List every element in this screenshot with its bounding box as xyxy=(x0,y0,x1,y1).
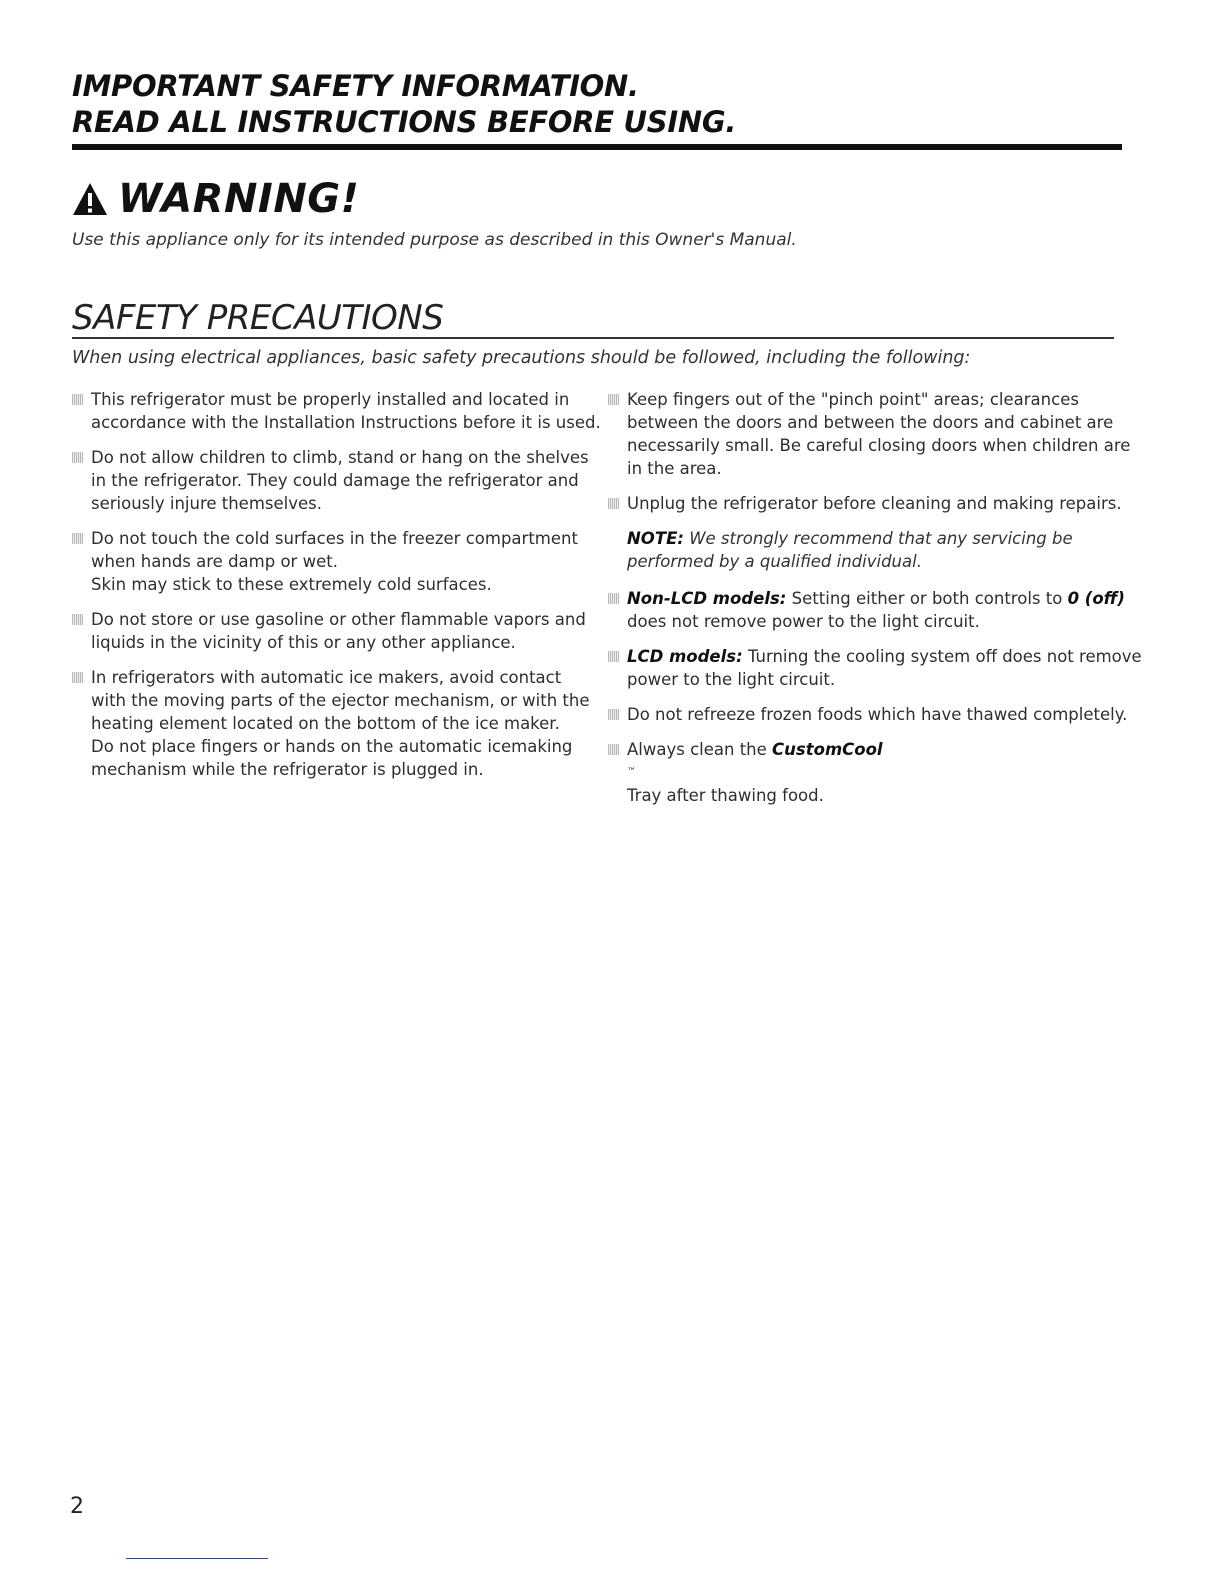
item-text: Unplug the refrigerator before cleaning and making repairs. xyxy=(627,494,1122,513)
list-item xyxy=(72,666,590,781)
right-column xyxy=(608,388,1142,819)
warning-subtitle: Use this appliance only for its intended purpose as described in this Owner's Manual. xyxy=(72,230,797,250)
list-item xyxy=(608,703,1128,726)
header-title xyxy=(72,68,1122,140)
footer-underline xyxy=(126,1558,268,1559)
bullet-icon xyxy=(608,498,619,509)
item-text: in the area. xyxy=(627,459,722,478)
bullet-icon xyxy=(608,709,619,720)
brand-name: CustomCool xyxy=(772,740,883,759)
item-text: Do not allow children to climb, stand or hang on the shelves xyxy=(91,448,589,467)
item-text: power to the light circuit. xyxy=(627,670,836,689)
bullet-icon xyxy=(72,394,83,405)
bullet-icon xyxy=(72,614,83,625)
bullet-icon xyxy=(608,593,619,604)
item-text: Skin may stick to these extremely cold surfaces. xyxy=(91,575,492,594)
note-label: NOTE: xyxy=(627,529,684,548)
item-text: heating element located on the bottom of the ice maker. xyxy=(91,714,560,733)
list-item xyxy=(608,587,1128,633)
item-text: liquids in the vicinity of this or any other appliance. xyxy=(91,633,516,652)
off-setting-label: 0 (off) xyxy=(1067,589,1125,608)
section-subtitle: When using electrical appliances, basic safety precautions should be followed, including the following: xyxy=(72,348,971,368)
non-lcd-label: Non-LCD models: xyxy=(627,589,787,608)
bullet-icon xyxy=(608,394,619,405)
warning-heading xyxy=(72,176,359,222)
item-text: Do not place fingers or hands on the automatic icemaking xyxy=(91,737,573,756)
item-text: Do not store or use gasoline or other flammable vapors and xyxy=(91,610,586,629)
item-text: does not remove power to the light circuit. xyxy=(627,612,980,631)
warning-triangle-icon xyxy=(72,182,108,216)
list-item xyxy=(72,527,578,596)
item-text: accordance with the Installation Instructions before it is used. xyxy=(91,413,601,432)
lcd-label: LCD models: xyxy=(627,647,743,666)
bullet-icon xyxy=(72,672,83,683)
warning-title: WARNING! xyxy=(118,176,360,222)
item-text: in the refrigerator. They could damage the refrigerator and xyxy=(91,471,579,490)
note-text: We strongly recommend that any servicing be xyxy=(689,529,1073,548)
header-line-1: IMPORTANT SAFETY INFORMATION. xyxy=(72,69,639,103)
page-number: 2 xyxy=(70,1494,84,1519)
item-text: Do not touch the cold surfaces in the freezer compartment xyxy=(91,529,578,548)
item-text: between the doors and between the doors and cabinet are xyxy=(627,413,1114,432)
header-rule xyxy=(72,144,1122,150)
item-text: when hands are damp or wet. xyxy=(91,552,338,571)
list-item xyxy=(608,388,1131,480)
list-item xyxy=(72,388,601,434)
bullet-icon xyxy=(72,533,83,544)
item-text: with the moving parts of the ejector mechanism, or with the xyxy=(91,691,590,710)
bullet-icon xyxy=(608,744,619,755)
section-title: SAFETY PRECAUTIONS xyxy=(72,298,444,338)
trademark-symbol: ™ xyxy=(627,767,636,777)
header-line-2: READ ALL INSTRUCTIONS BEFORE USING. xyxy=(72,105,737,139)
list-item xyxy=(72,446,589,515)
item-text: mechanism while the refrigerator is plugged in. xyxy=(91,760,484,779)
section-rule xyxy=(72,337,1114,339)
item-text: Turning the cooling system off does not remove xyxy=(747,647,1142,666)
item-text: Setting either or both controls to xyxy=(791,589,1063,608)
list-item xyxy=(72,608,586,654)
item-text: This refrigerator must be properly installed and located in xyxy=(91,390,570,409)
bullet-icon xyxy=(72,452,83,463)
list-item xyxy=(608,645,1142,691)
bullet-icon xyxy=(608,651,619,662)
note-text: performed by a qualified individual. xyxy=(627,552,922,571)
item-text: Always clean the xyxy=(627,740,767,759)
left-column xyxy=(72,388,601,793)
item-text: In refrigerators with automatic ice makers, avoid contact xyxy=(91,668,562,687)
item-text: seriously injure themselves. xyxy=(91,494,322,513)
list-item xyxy=(608,492,1128,515)
item-text: Tray after thawing food. xyxy=(627,786,824,805)
item-text: Keep fingers out of the "pinch point" areas; clearances xyxy=(627,390,1079,409)
item-text: Do not refreeze frozen foods which have thawed completely. xyxy=(627,705,1128,724)
service-note xyxy=(608,527,1128,573)
list-item xyxy=(608,738,1128,807)
item-text: necessarily small. Be careful closing doors when children are xyxy=(627,436,1131,455)
